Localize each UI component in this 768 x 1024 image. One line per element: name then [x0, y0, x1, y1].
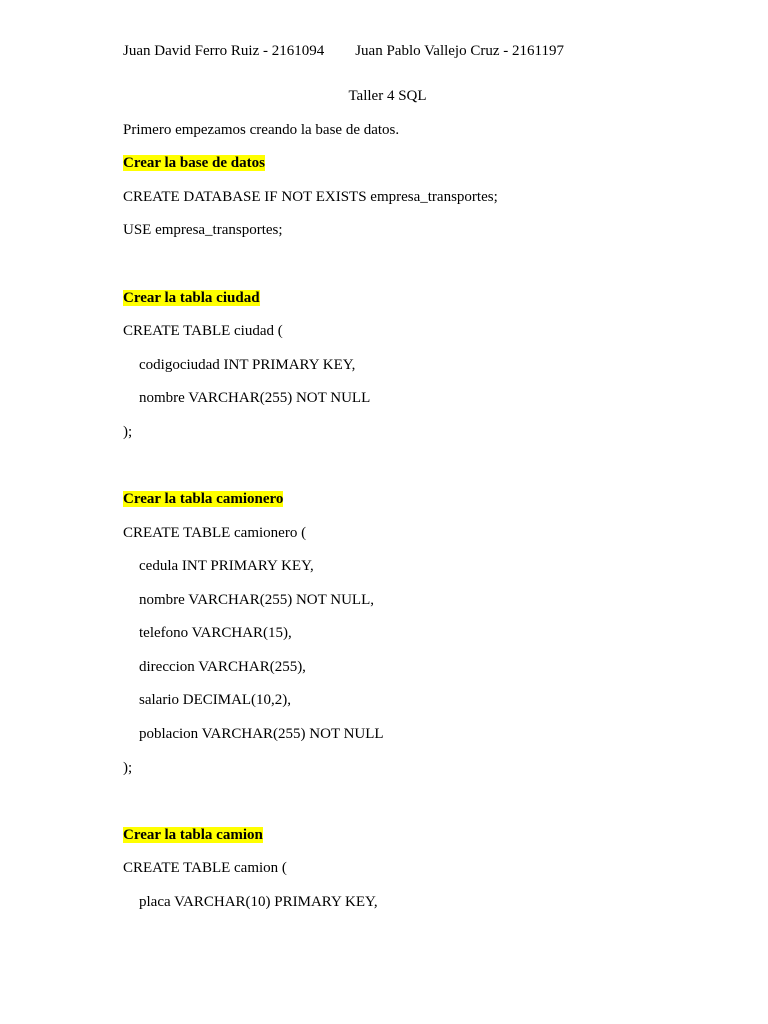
- code-line: salario DECIMAL(10,2),: [139, 692, 292, 708]
- intro-paragraph: Primero empezamos creando la base de datos.: [123, 122, 400, 138]
- code-line: CREATE TABLE ciudad (: [123, 323, 283, 339]
- code-line: telefono VARCHAR(15),: [139, 625, 292, 641]
- section-heading-db: [123, 154, 265, 172]
- highlighted-heading: Crear la tabla camionero: [123, 491, 284, 507]
- code-line: );: [123, 760, 133, 776]
- code-line: CREATE DATABASE IF NOT EXISTS empresa_transportes;: [123, 189, 498, 205]
- section-heading-camionero: [123, 490, 283, 508]
- code-line: poblacion VARCHAR(255) NOT NULL: [139, 726, 384, 742]
- highlighted-heading: Crear la base de datos: [123, 155, 265, 171]
- code-line: placa VARCHAR(10) PRIMARY KEY,: [139, 894, 378, 910]
- code-line: USE empresa_transportes;: [123, 222, 283, 238]
- code-line: nombre VARCHAR(255) NOT NULL,: [139, 592, 374, 608]
- code-line: );: [123, 424, 133, 440]
- code-line: codigociudad INT PRIMARY KEY,: [139, 357, 356, 373]
- highlighted-heading: Crear la tabla camion: [123, 827, 263, 843]
- code-line: direccion VARCHAR(255),: [139, 659, 306, 675]
- code-line: CREATE TABLE camion (: [123, 860, 287, 876]
- section-heading-ciudad: [123, 289, 260, 307]
- document-title: Taller 4 SQL: [348, 88, 427, 104]
- code-line: nombre VARCHAR(255) NOT NULL: [139, 390, 371, 406]
- section-heading-camion: [123, 826, 263, 844]
- highlighted-heading: Crear la tabla ciudad: [123, 290, 260, 306]
- code-line: cedula INT PRIMARY KEY,: [139, 558, 314, 574]
- code-line: CREATE TABLE camionero (: [123, 525, 307, 541]
- author-1: Juan David Ferro Ruiz - 2161094: [123, 43, 325, 59]
- author-header: [123, 43, 564, 60]
- author-2: Juan Pablo Vallejo Cruz - 2161197: [355, 43, 564, 59]
